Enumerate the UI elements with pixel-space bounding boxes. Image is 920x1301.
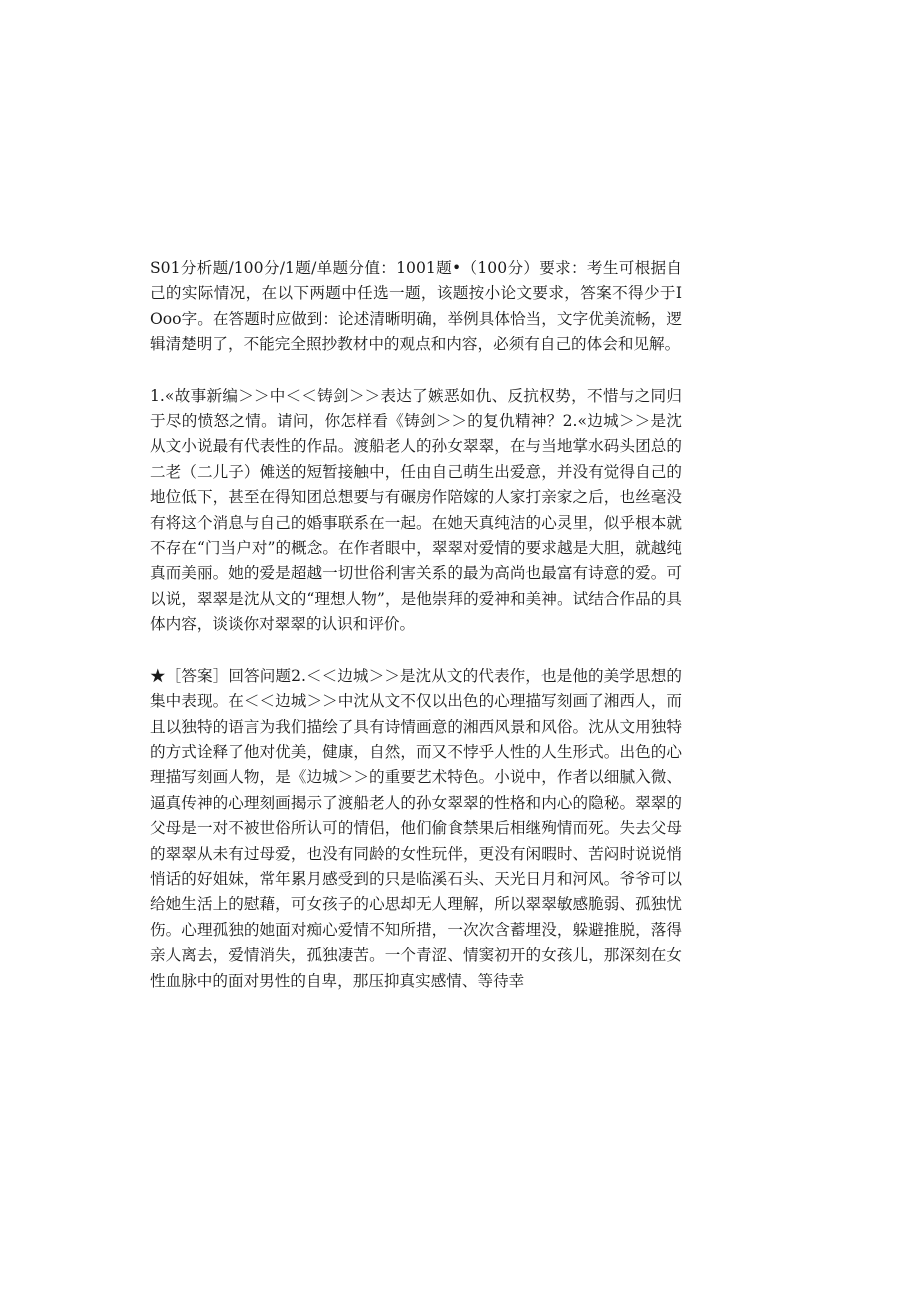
paragraph-gap — [150, 638, 682, 664]
answer-text: ★［答案］回答问题2.＜＜边城＞＞是沈从文的代表作，也是他的美学思想的集中表现。在＜＜边城＞＞中沈从文不仅以出色的心理描写刻画了湘西人，而且以独特的语言为我们描绘了具有诗情画意的湘西风景和风俗。沈从文用独特的方式诠释了他对优美，健康，自然，而又不悖乎人性的人生形式。出色的心理描写刻画人物，是《边城＞＞的重要艺术特色。小说中，作者以细腻入微、逼真传神的心理刻画揭示了渡船老人的孙女翠翠的性格和内心的隐秘。翠翠的父母是一对不被世俗所认可的情侣，他们偷食禁果后相继殉情而死。失去父母的翠翠从未有过母爱，也没有同龄的女性玩伴，更没有闲暇时、苦闷时说说悄悄话的好姐妹，常年累月感受到的只是临溪石头、天光日月和河风。爷爷可以给她生活上的慰藉，可女孩子的心思却无人理解，所以翠翠敏感脆弱、孤独忧伤。心理孤独的她面对痴心爱情不知所措，一次次含蓄埋没，躲避推脱，落得亲人离去，爱情消失，孤独凄苦。一个青涩、情窦初开的女孩儿，那深刻在女性血脉中的面对男性的自卑，那压抑真实感情、等待幸 — [150, 666, 682, 990]
document-body — [150, 256, 682, 994]
paragraph-gap — [150, 358, 682, 384]
question-prompts: 1.«故事新编＞＞中＜＜铸剑＞＞表达了嫉恶如仇、反抗权势，不惜与之同归于尽的愤怒之情。请问，你怎样看《铸剑＞＞的复仇精神？2.«边城＞＞是沈从文小说最有代表性的作品。渡船老人的孙女翠翠，在与当地掌水码头团总的二老（二儿子）傩送的短暂接触中，任由自己萌生出爱意，并没有觉得自己的地位低下，甚至在得知团总想要与有碾房作陪嫁的人家打亲家之后，也丝毫没有将这个消息与自己的婚事联系在一起。在她天真纯洁的心灵里，似乎根本就不存在“门当户对”的概念。在作者眼中，翠翠对爱情的要求越是大胆，就越纯真而美丽。她的爱是超越一切世俗利害关系的最为高尚也最富有诗意的爱。可以说，翠翠是沈从文的“理想人物”，是他崇拜的爱神和美神。试结合作品的具体内容，谈谈你对翠翠的认识和评价。 — [150, 386, 682, 634]
question-instructions: S01分析题/100分/1题/单题分值：1001题•（100分）要求：考生可根据自己的实际情况，在以下两题中任选一题，该题按小论文要求，答案不得少于IOoo字。在答题时应做到：论述清晰明确，举例具体恰当，文字优美流畅，逻辑清楚明了，不能完全照抄教材中的观点和内容，必须有自己的体会和见解。 — [150, 259, 682, 354]
